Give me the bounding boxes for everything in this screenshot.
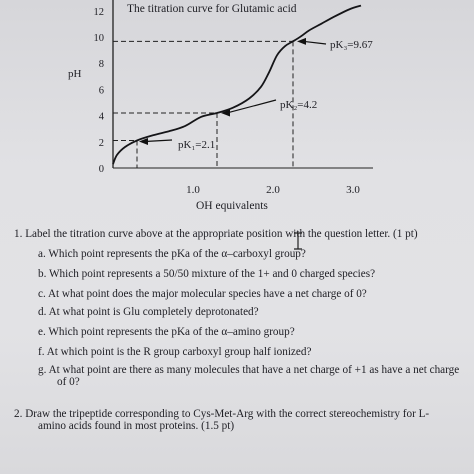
- question-1f: f. At which point is the R group carboxyl group half ionized?: [38, 346, 312, 358]
- question-1g: g. At what point are there as many molecules that have a net charge of +1 as have a net charge: [38, 364, 460, 376]
- x-axis-label: OH equivalents: [196, 200, 268, 212]
- question-1b: b. Which point represents a 50/50 mixture of the 1+ and 0 charged species?: [38, 268, 376, 280]
- y-tick-label: 2: [98, 137, 104, 149]
- pk-arrow-line: [145, 140, 172, 141]
- question-2-continued: amino acids found in most proteins. (1.5 pt): [38, 420, 235, 432]
- titration-chart: [0, 0, 474, 225]
- pk-label: pK₂=4.2: [280, 99, 318, 111]
- y-tick-label: 10: [93, 33, 104, 44]
- y-tick-label: 4: [98, 111, 104, 123]
- question-1c: c. At what point does the major molecular species have a net charge of 0?: [38, 288, 367, 300]
- pk-label: pK₁=2.1: [178, 139, 216, 151]
- titration-curve-line: [113, 6, 361, 165]
- question-1g-continued: of 0?: [57, 376, 80, 388]
- chart-title: The titration curve for Glutamic acid: [127, 3, 297, 15]
- y-tick-label: 0: [98, 164, 104, 175]
- pk-label: pK₃=9.67: [330, 39, 373, 51]
- x-tick-label: 1.0: [186, 184, 200, 196]
- question-2: 2. Draw the tripeptide corresponding to Cys-Met-Arg with the correct stereochemistry for L-: [14, 408, 430, 420]
- question-1: 1. Label the titration curve above at the appropriate position with the question letter. (1 pt): [14, 228, 418, 240]
- y-tick-label: 6: [98, 85, 104, 97]
- pk-arrow-line: [303, 41, 326, 44]
- x-tick-label: 2.0: [266, 184, 280, 196]
- y-tick-label: 12: [93, 6, 104, 18]
- y-axis-label: pH: [68, 68, 82, 80]
- question-1a: a. Which point represents the pKa of the α–carboxyl group?: [38, 248, 306, 260]
- y-tick-label: 8: [98, 59, 104, 71]
- x-tick-label: 3.0: [346, 184, 360, 196]
- question-1d: d. At what point is Glu completely deprotonated?: [38, 306, 259, 318]
- question-1e: e. Which point represents the pKa of the α–amino group?: [38, 326, 295, 338]
